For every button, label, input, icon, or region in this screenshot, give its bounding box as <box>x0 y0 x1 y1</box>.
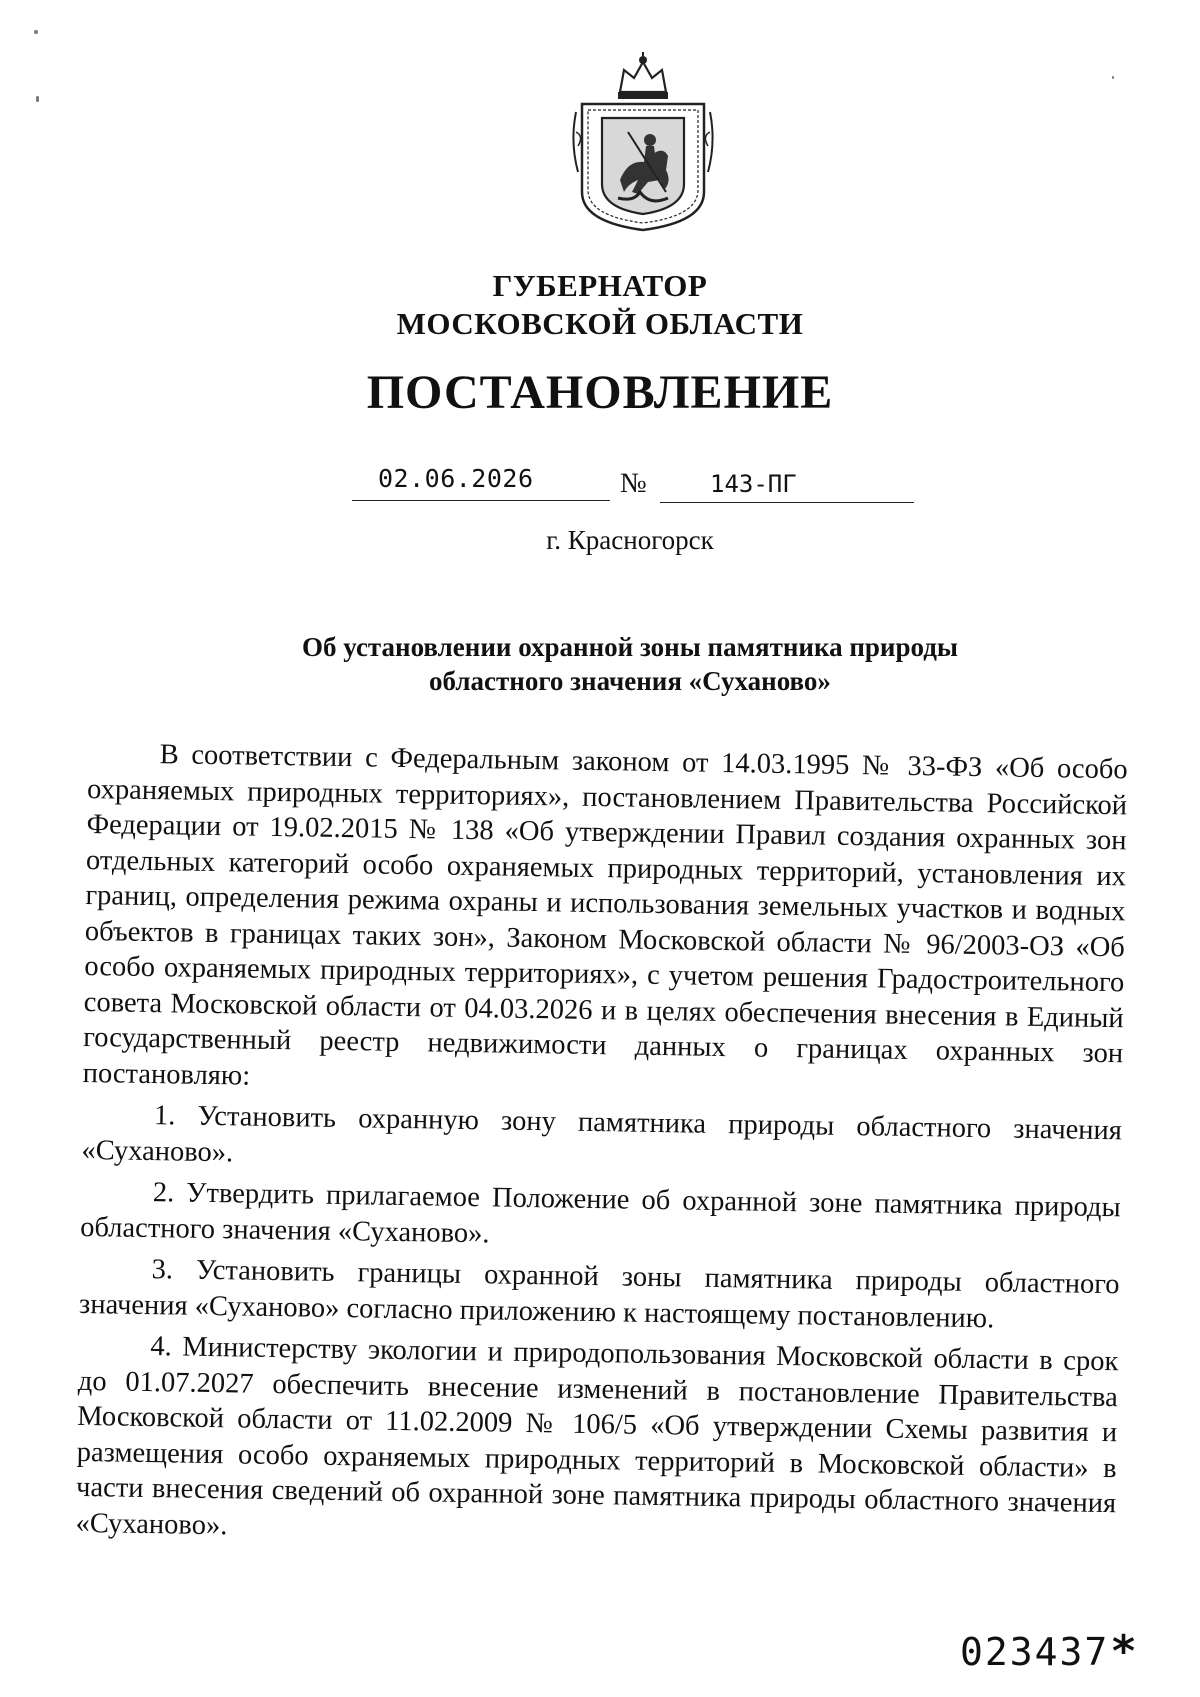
number-field <box>660 470 914 503</box>
document-type-heading: ПОСТАНОВЛЕНИЕ <box>366 366 834 419</box>
moscow-oblast-coat-of-arms-icon <box>568 52 718 232</box>
document-title-line1: Об установлении охранной зоны памятника природы <box>302 632 958 662</box>
clause-item: 4. Министерству экологии и природопользования Московской области в срок до 01.07.2027 обеспечить внесение изменений в постановление Правительства Московской области от 11.02.2009 № 106/5 «Об утверждении Схемы развития и размещения особо охраняемых природных территорий в Московской области» в части внесения сведений об охранной зоне памятника природы областного значения «Суханово». <box>75 1331 1119 1541</box>
serial-number: 023437 <box>960 1630 1110 1674</box>
document-date: 02.06.2026 <box>378 464 534 493</box>
date-field <box>352 466 610 501</box>
document-title-line2: областного значения «Суханово» <box>429 666 831 696</box>
document-number: 143-ПГ <box>710 470 797 498</box>
number-sign: № <box>620 468 647 499</box>
clause-item: 1. Установить охранную зону памятника природы областного значения «Суханово». <box>81 1100 1123 1168</box>
scan-speck <box>36 96 39 102</box>
issuer-title: ГУБЕРНАТОР <box>492 268 708 303</box>
preamble-paragraph: В соответствии с Федеральным законом от 14.03.1995 № 33-ФЗ «Об особо охраняемых природных территориях», постановлением Правительства Российской Федерации от 19.02.2015 № 138 «Об утверждении Правил создания охранных зон отдельных категорий особо охраняемых природных территорий, установления их границ, определения режима охраны и использования земельных участков и водных объектов в границах таких зон», Законом Московской области № 96/2003-ОЗ «Об особо охраняемых природных территориях», с учетом решения Градостроительного совета Московской области от 04.03.2026 и в целях обеспечения внесения в Единый государственный реестр недвижимости данных о границах охранных зон постановляю: <box>82 739 1128 1092</box>
issuer-region: МОСКОВСКОЙ ОБЛАСТИ <box>396 306 804 341</box>
clause-item: 3. Установить границы охранной зоны памятника природы областного значения «Суханово» согласно приложению к настоящему постановлению. <box>78 1254 1120 1334</box>
document-body <box>75 736 1128 1557</box>
scan-speck <box>1112 76 1114 79</box>
serial-mark: * <box>1112 1626 1136 1677</box>
issue-city: г. Красногорск <box>546 525 714 555</box>
scan-speck <box>34 30 38 34</box>
clause-item: 2. Утвердить прилагаемое Положение об охранной зоне памятника природы областного значения «Суханово». <box>80 1177 1121 1249</box>
